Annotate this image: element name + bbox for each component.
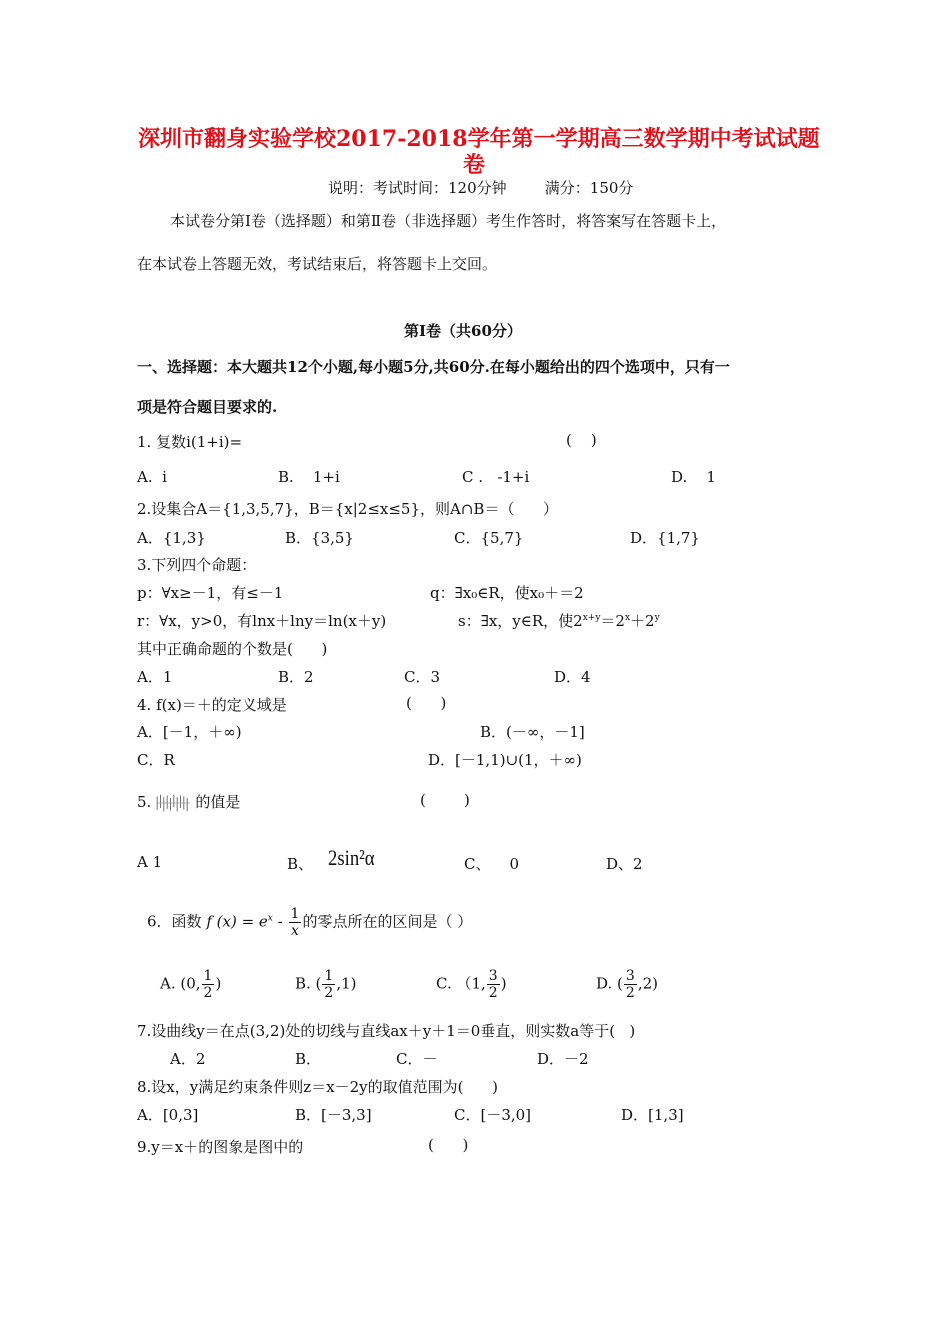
q1-option-b: B. 1+i [278, 468, 340, 486]
q6-fraction [289, 906, 302, 939]
q3-option-d: D．4 [554, 668, 591, 686]
q6-a-den: 2 [203, 985, 213, 1001]
q6-d-post: ,2) [637, 974, 658, 993]
q6-c-post: ) [500, 974, 507, 993]
q5-option-d: D、2 [606, 855, 643, 873]
q8-option-c: C．[－3,0] [454, 1106, 532, 1124]
q4-option-b: B．(－∞，－1] [480, 723, 585, 741]
q6-option-a [160, 968, 221, 1001]
title-line-1: 深圳市翻身实验学校2017-2018学年第一学期高三数学期中考试试题 [138, 126, 820, 152]
q7-option-a: A．2 [170, 1050, 206, 1068]
q6-b-post: ,1) [336, 974, 357, 993]
instructions-line-1: 本试卷分第Ⅰ卷（选择题）和第Ⅱ卷（非选择题）考生作答时，将答案写在答题卡上， [170, 212, 727, 230]
q3-s-mid: ＝2 [600, 612, 625, 630]
q3-proposition-q: q：∃x₀∈R，使x₀＋＝2 [430, 584, 584, 602]
q2-option-c: C．{5,7} [454, 529, 524, 547]
q2-stem: 2.设集合A＝{1,3,5,7}，B＝{x|2≤x≤5}，则A∩B＝（ ） [137, 500, 559, 518]
q7-option-d: D．－2 [537, 1050, 589, 1068]
q5-option-a: A 1 [137, 853, 163, 871]
q5-option-c: C、 0 [464, 855, 520, 873]
q6-c-den: 2 [488, 985, 498, 1001]
q6-a-num: 1 [203, 968, 213, 984]
q1-option-c: C . -1+i [462, 468, 530, 486]
q2-option-a: A．{1,3} [137, 529, 206, 547]
q5-number: 5. [137, 793, 152, 811]
q6-fraction-num: 1 [290, 906, 300, 922]
q5-option-b: B、 [287, 855, 314, 873]
q6-function: f (x) = e [206, 912, 268, 931]
q6-minus: - [277, 912, 283, 931]
q6-a-post: ) [215, 974, 222, 993]
section1-line-2: 项是符合题目要求的. [137, 398, 278, 416]
q6-c-pre: C. （1, [436, 974, 486, 993]
q6-pre: 6．函数 [147, 912, 202, 931]
q2-option-d: D．{1,7} [630, 529, 700, 547]
q6-a-pre: A. (0, [160, 974, 201, 993]
q6-c-num: 3 [488, 968, 498, 984]
q6-option-c [436, 968, 507, 1001]
q5-stem: 的值是 [195, 793, 241, 811]
q6-option-b [295, 968, 357, 1001]
q5-stem-line [137, 791, 240, 813]
q6-b-num: 1 [324, 968, 334, 984]
q3-s-exp-2: x [624, 613, 631, 623]
q8-option-d: D．[1,3] [621, 1106, 684, 1124]
q6-exponent: x [267, 913, 273, 924]
q1-option-a: A. i [137, 468, 167, 486]
q3-s-exp-1: x+y [582, 613, 601, 623]
q8-option-a: A．[0,3] [137, 1106, 199, 1124]
q1-answer-blank: ( ) [566, 431, 597, 449]
instructions-line-2: 在本试卷上答题无效，考试结束后，将答题卡上交回。 [137, 255, 498, 273]
q6-stem [147, 906, 472, 939]
q6-option-d [596, 968, 658, 1001]
q8-stem: 8.设x，y满足约束条件则z＝x－2y的取值范围为( ) [137, 1078, 498, 1096]
q4-option-c: C．R [137, 751, 175, 769]
q6-b-frac [322, 968, 335, 1001]
title-line-2: 卷 [463, 152, 486, 178]
q5-formula-image [151, 793, 195, 813]
q6-b-den: 2 [324, 985, 334, 1001]
q3-s-exp-3: y [654, 613, 660, 623]
q3-option-c: C．3 [404, 668, 441, 686]
q6-d-den: 2 [625, 985, 635, 1001]
q4-option-a: A．[－1，＋∞) [137, 723, 242, 741]
q5-answer-blank: ( ) [420, 791, 470, 809]
q6-c-frac [487, 968, 500, 1001]
q7-option-c: C．－ [396, 1050, 438, 1068]
q4-option-d: D．[－1,1)∪(1，＋∞) [428, 751, 582, 769]
q9-stem: 9.y＝x＋的图象是图中的 [137, 1138, 304, 1156]
q9-answer-blank: ( ) [428, 1136, 469, 1154]
q3-proposition-r: r：∀x，y>0，有lnx＋lny＝ln(x＋y) [137, 612, 387, 630]
q6-a-frac [202, 968, 215, 1001]
q1-stem: 1. 复数i(1+i)= [137, 433, 243, 451]
q6-post: 的零点所在的区间是（ ） [302, 912, 473, 931]
q7-option-b: B． [295, 1050, 322, 1068]
q1-option-d: D. 1 [671, 468, 716, 486]
q3-stem: 3.下列四个命题： [137, 556, 257, 574]
q3-proposition-s [458, 610, 660, 631]
q3-option-b: B．2 [278, 668, 314, 686]
part1-heading: 第Ⅰ卷（共60分） [404, 322, 522, 340]
q8-option-b: B．[－3,3] [295, 1106, 372, 1124]
q3-proposition-p: p：∀x≥－1，有≤－1 [137, 584, 284, 602]
q6-b-pre: B. ( [295, 974, 322, 993]
q4-stem: 4. f(x)＝＋的定义域是 [137, 696, 287, 714]
section1-line-1: 一、选择题：本大题共12个小题,每小题5分,共60分.在每小题给出的四个选项中，只有一 [137, 358, 730, 376]
q7-stem: 7.设曲线y＝在点(3,2)处的切线与直线ax＋y＋1＝0垂直，则实数a等于( ) [137, 1022, 636, 1040]
q5-option-b-expression: 2sin²α [328, 845, 375, 870]
q4-answer-blank: ( ) [406, 694, 447, 712]
q3-s-pre: s：∃x，y∈R，使2 [458, 612, 583, 630]
q3-tail: 其中正确命题的个数是( ) [137, 640, 328, 658]
q6-d-frac [624, 968, 637, 1001]
q6-fraction-den: x [291, 923, 299, 939]
q6-d-pre: D. ( [596, 974, 623, 993]
q2-option-b: B．{3,5} [285, 529, 354, 547]
exam-note: 说明：考试时间：120分钟 满分：150分 [328, 179, 634, 197]
q6-d-num: 3 [625, 968, 635, 984]
q3-s-mid-2: ＋2 [630, 612, 655, 630]
q3-option-a: A．1 [137, 668, 173, 686]
